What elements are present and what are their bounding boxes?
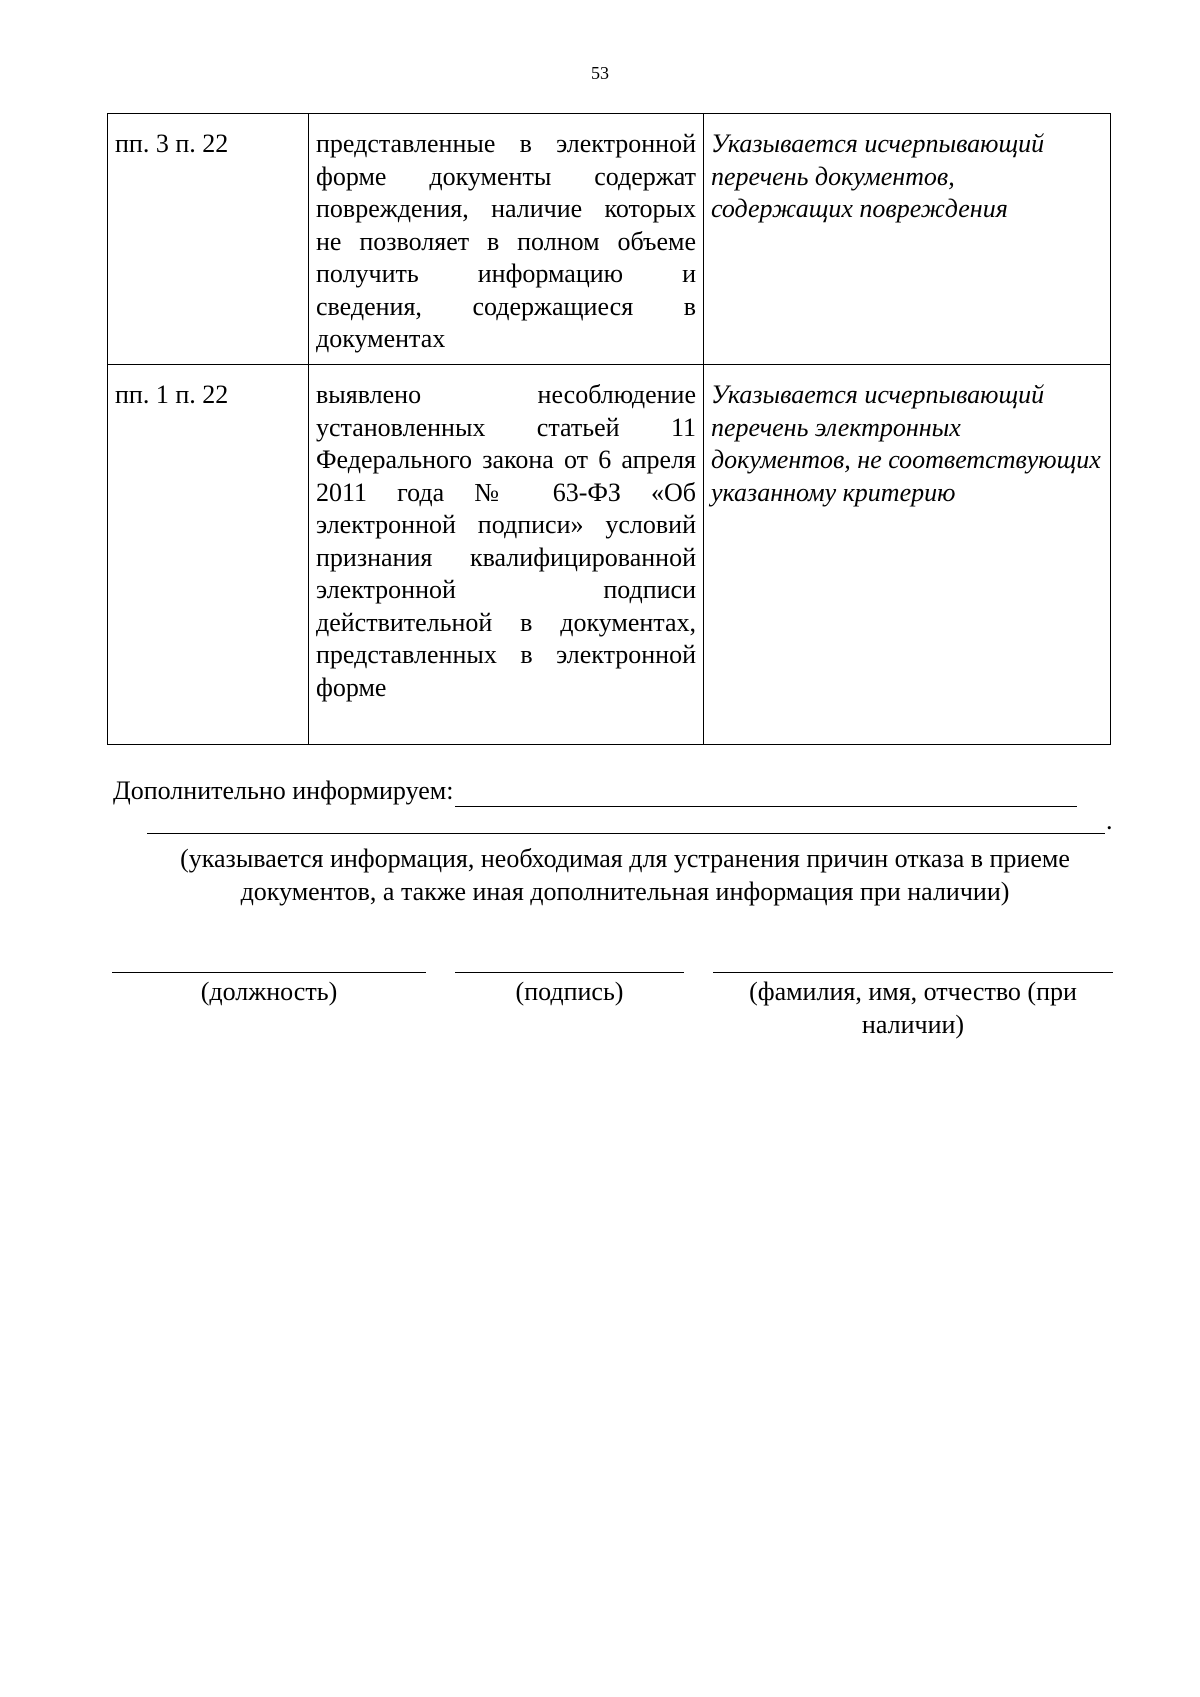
clause-cell: пп. 1 п. 22 bbox=[108, 365, 309, 745]
refusal-grounds-table bbox=[107, 113, 1111, 745]
position-caption: (должность) bbox=[200, 977, 338, 1006]
additional-info-section bbox=[113, 775, 1108, 807]
signature-caption: (подпись) bbox=[515, 977, 624, 1006]
page-number: 53 bbox=[591, 63, 609, 83]
signature-line bbox=[455, 972, 684, 973]
explanation-cell: Указывается исчерпывающий перечень электронных документов, не соответствующих указанному критерию bbox=[704, 365, 1111, 745]
additional-info-label: Дополнительно информируем: bbox=[113, 776, 454, 805]
full-name-caption-line: наличии) bbox=[861, 1009, 965, 1039]
full-name-caption-line: (фамилия, имя, отчество (при bbox=[749, 977, 1077, 1006]
reason-cell: выявлено несоблюдение установленных статьей 11 Федерального закона от 6 апреля 2011 года № 63-ФЗ «Об электронной подписи» условий признания квалифицированной электронной подписи действительной в документах, представленных в электронной форме bbox=[309, 365, 704, 745]
full-name-line bbox=[713, 972, 1113, 973]
additional-info-line-second bbox=[147, 809, 1105, 834]
explanation-cell: Указывается исчерпывающий перечень документов, содержащих повреждения bbox=[704, 114, 1111, 365]
additional-info-end-mark: . bbox=[1106, 806, 1113, 835]
additional-info-line bbox=[455, 778, 1077, 807]
reason-cell: представленные в электронной форме документы содержат повреждения, наличие которых не позволяет в полном объеме получить информацию и сведения, содержащиеся в документах bbox=[309, 114, 704, 365]
hint-line: (указывается информация, необходимая для устранения причин отказа в приеме bbox=[180, 844, 1070, 873]
full-name-caption bbox=[713, 976, 1113, 1041]
hint-line: документов, а также иная дополнительная информация при наличии) bbox=[240, 876, 1010, 906]
position-line bbox=[112, 972, 426, 973]
clause-cell: пп. 3 п. 22 bbox=[108, 114, 309, 365]
table-row bbox=[108, 114, 1111, 365]
table-row bbox=[108, 365, 1111, 745]
additional-info-hint bbox=[100, 843, 1150, 908]
